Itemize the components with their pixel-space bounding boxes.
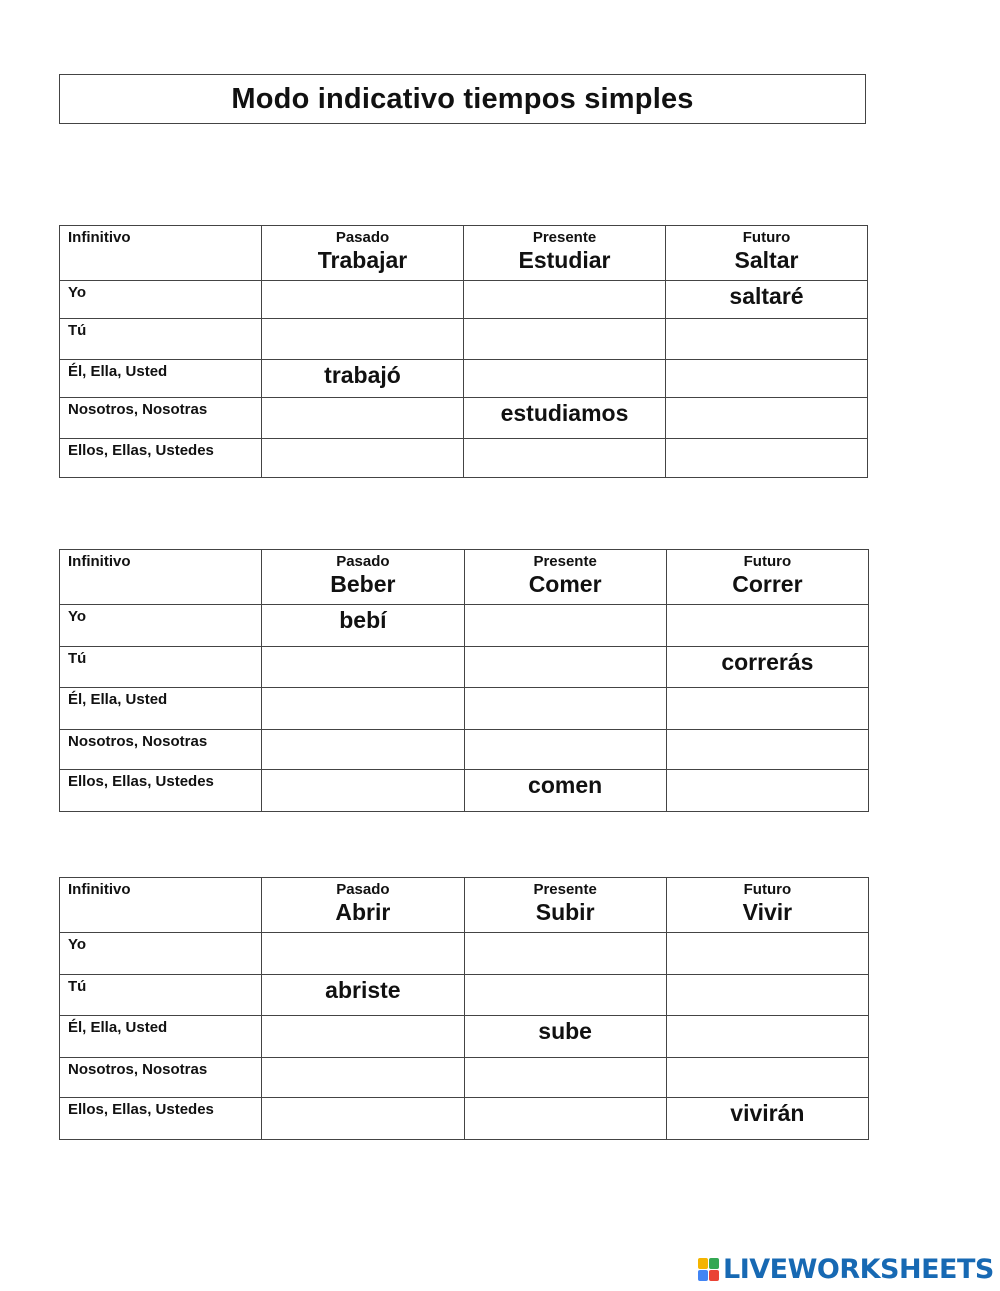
logo-mark-icon — [698, 1258, 719, 1281]
answer-cell[interactable] — [262, 319, 464, 360]
logo-mark-tile — [709, 1270, 719, 1281]
logo-text: LIVEWORKSHEETS — [723, 1253, 994, 1285]
conjugation-table-3 — [59, 877, 869, 1140]
logo-mark-tile — [698, 1258, 708, 1269]
answer-cell[interactable] — [666, 933, 868, 975]
answer-cell[interactable]: estudiamos — [464, 398, 666, 439]
answer-cell[interactable]: correrás — [666, 647, 868, 688]
answer-cell[interactable] — [464, 439, 666, 478]
answer-cell[interactable] — [666, 398, 868, 439]
answer-cell[interactable] — [262, 730, 464, 770]
pronoun-cell: Yo — [60, 933, 262, 975]
answer-cell[interactable] — [464, 319, 666, 360]
answer-cell[interactable] — [464, 1058, 666, 1098]
table-row — [60, 319, 868, 360]
table-row — [60, 770, 869, 812]
pronoun-cell: Nosotros, Nosotras — [60, 1058, 262, 1098]
answer-cell[interactable]: saltaré — [666, 281, 868, 319]
header-row — [60, 550, 869, 605]
conjugation-table-2 — [59, 549, 869, 812]
presente-header: Presente Subir — [464, 878, 666, 933]
pasado-header: Pasado Abrir — [262, 878, 464, 933]
answer-cell[interactable] — [666, 439, 868, 478]
answer-cell[interactable] — [666, 975, 868, 1016]
answer-cell[interactable] — [262, 281, 464, 319]
verb-infinitive: Trabajar — [317, 247, 408, 273]
answer-cell[interactable] — [464, 933, 666, 975]
table-row — [60, 398, 868, 439]
pasado-header: Pasado Trabajar — [262, 226, 464, 281]
answer-cell[interactable] — [262, 688, 464, 730]
verb-infinitive: Subir — [535, 899, 595, 925]
answer-cell[interactable]: bebí — [262, 605, 464, 647]
answer-cell[interactable] — [666, 319, 868, 360]
verb-infinitive: Estudiar — [518, 247, 611, 273]
pronoun-cell: Ellos, Ellas, Ustedes — [60, 770, 262, 812]
table-row — [60, 1098, 869, 1140]
answer-cell[interactable] — [262, 933, 464, 975]
verb-infinitive: Comer — [528, 571, 602, 597]
table-row — [60, 730, 869, 770]
answer-cell[interactable] — [666, 1016, 868, 1058]
answer-cell[interactable] — [464, 605, 666, 647]
answer-cell[interactable] — [464, 360, 666, 398]
answer-cell[interactable] — [464, 647, 666, 688]
logo-mark-tile — [698, 1270, 708, 1281]
pronoun-cell: Tú — [60, 319, 262, 360]
answer-cell[interactable] — [262, 1016, 464, 1058]
answer-cell[interactable] — [666, 770, 868, 812]
answer-cell[interactable] — [666, 688, 868, 730]
pronoun-cell: Tú — [60, 647, 262, 688]
logo-mark-tile — [709, 1258, 719, 1269]
verb-infinitive: Vivir — [742, 899, 793, 925]
answer-cell[interactable] — [464, 1098, 666, 1140]
infinitivo-header: Infinitivo — [60, 550, 262, 605]
futuro-header: Futuro Saltar — [666, 226, 868, 281]
pronoun-cell: Ellos, Ellas, Ustedes — [60, 439, 262, 478]
conjugation-table-1 — [59, 225, 868, 478]
answer-cell[interactable] — [666, 1058, 868, 1098]
liveworksheets-logo — [698, 1254, 994, 1284]
answer-cell[interactable] — [262, 1098, 464, 1140]
pronoun-cell: Ellos, Ellas, Ustedes — [60, 1098, 262, 1140]
table-row — [60, 605, 869, 647]
table-row — [60, 975, 869, 1016]
table-row — [60, 933, 869, 975]
table-row — [60, 439, 868, 478]
header-row — [60, 226, 868, 281]
presente-header: Presente Comer — [464, 550, 666, 605]
answer-cell[interactable] — [262, 1058, 464, 1098]
verb-infinitive: Correr — [732, 571, 803, 597]
pronoun-cell: Él, Ella, Usted — [60, 688, 262, 730]
answer-cell[interactable] — [666, 730, 868, 770]
presente-header: Presente Estudiar — [464, 226, 666, 281]
table-row — [60, 1058, 869, 1098]
infinitivo-header: Infinitivo — [60, 878, 262, 933]
answer-cell[interactable]: sube — [464, 1016, 666, 1058]
answer-cell[interactable]: vivirán — [666, 1098, 868, 1140]
answer-cell[interactable]: trabajó — [262, 360, 464, 398]
futuro-header: Futuro Correr — [666, 550, 868, 605]
infinitivo-header: Infinitivo — [60, 226, 262, 281]
table-row — [60, 1016, 869, 1058]
answer-cell[interactable]: comen — [464, 770, 666, 812]
verb-infinitive: Saltar — [734, 247, 799, 273]
pronoun-cell: Tú — [60, 975, 262, 1016]
answer-cell[interactable] — [262, 398, 464, 439]
answer-cell[interactable] — [464, 730, 666, 770]
worksheet-title: Modo indicativo tiempos simples — [59, 74, 866, 124]
futuro-header: Futuro Vivir — [666, 878, 868, 933]
verb-infinitive: Abrir — [335, 899, 391, 925]
answer-cell[interactable] — [464, 975, 666, 1016]
answer-cell[interactable] — [262, 647, 464, 688]
pasado-header: Pasado Beber — [262, 550, 464, 605]
answer-cell[interactable] — [666, 605, 868, 647]
verb-infinitive: Beber — [330, 571, 396, 597]
table-row — [60, 360, 868, 398]
header-row — [60, 878, 869, 933]
pronoun-cell: Yo — [60, 605, 262, 647]
table-row — [60, 647, 869, 688]
table-row — [60, 688, 869, 730]
answer-cell[interactable]: abriste — [262, 975, 464, 1016]
pronoun-cell: Él, Ella, Usted — [60, 1016, 262, 1058]
answer-cell[interactable] — [464, 688, 666, 730]
answer-cell[interactable] — [464, 281, 666, 319]
answer-cell[interactable] — [666, 360, 868, 398]
pronoun-cell: Nosotros, Nosotras — [60, 730, 262, 770]
pronoun-cell: Yo — [60, 281, 262, 319]
table-row — [60, 281, 868, 319]
answer-cell[interactable] — [262, 439, 464, 478]
pronoun-cell: Nosotros, Nosotras — [60, 398, 262, 439]
answer-cell[interactable] — [262, 770, 464, 812]
pronoun-cell: Él, Ella, Usted — [60, 360, 262, 398]
